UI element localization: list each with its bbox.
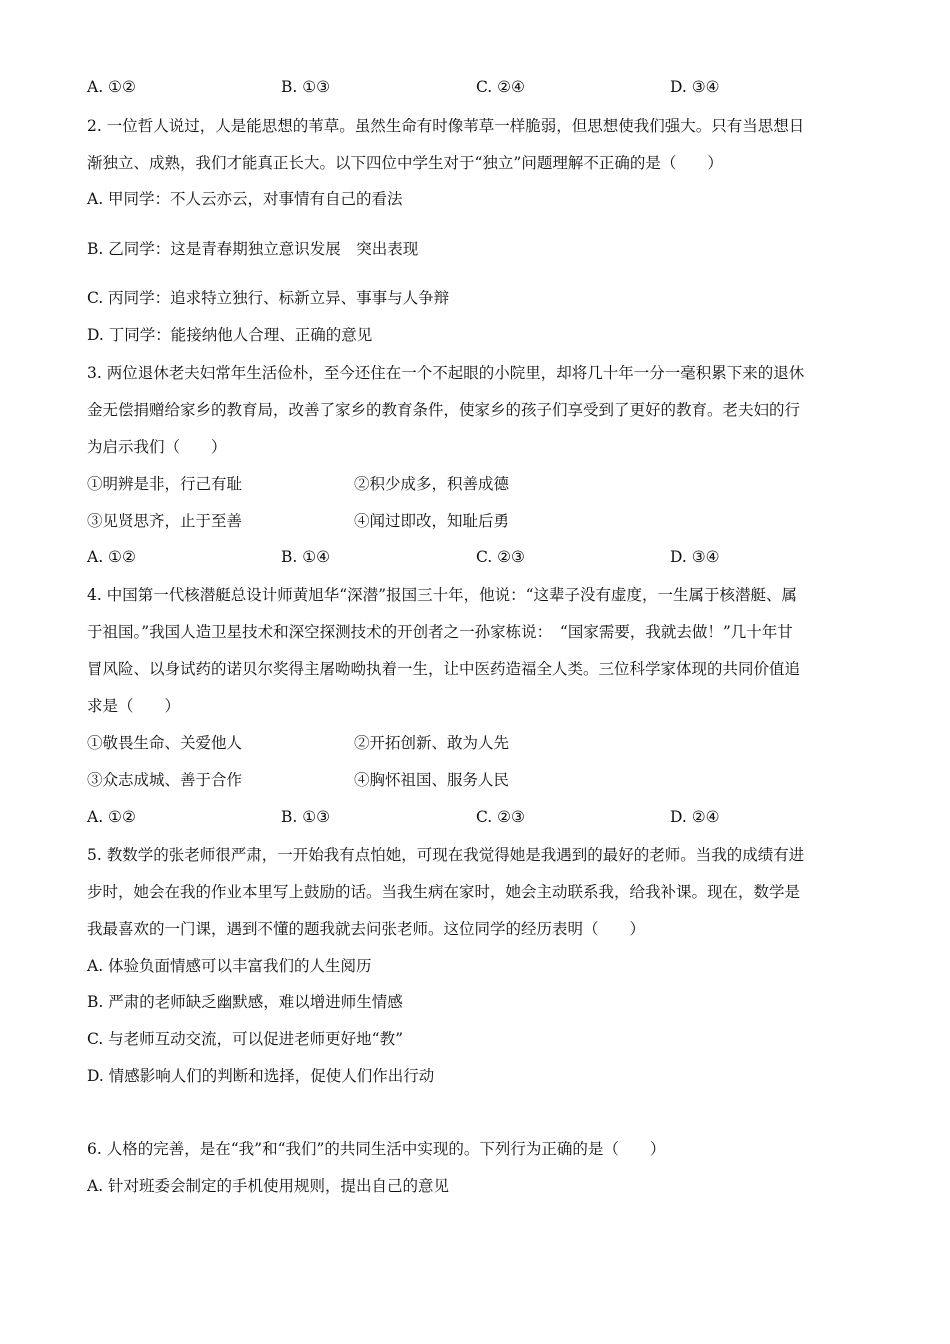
q2-stem-line-1: 2. 一位哲人说过，人是能思想的苇草。虽然生命有时像苇草一样脆弱，但思想使我们强大。只有当思想日: [87, 117, 805, 135]
q4-statement-3: ③众志成城、善于合作: [87, 771, 243, 789]
q4-statements-row-1: [87, 732, 867, 754]
q2-option-a: A. 甲同学：不人云亦云，对事情有自己的看法: [87, 190, 403, 208]
q4-stem-line-1: 4. 中国第一代核潜艇总设计师黄旭华“深潜”报国三十年，他说：“这辈子没有虚度，一生属于核潜艇、属: [87, 586, 797, 604]
q2-option-b: B. 乙同学：这是青春期独立意识发展 突出表现: [87, 240, 419, 258]
q3-stem-line-1: 3. 两位退休老夫妇常年生活俭朴，至今还住在一个不起眼的小院里，却将几十年一分一毫积累下来的退休: [87, 364, 805, 382]
q2-option-c: C. 丙同学：追求特立独行、标新立异、事事与人争辩: [87, 289, 450, 307]
q3-statement-2: ②积少成多，积善成德: [354, 475, 510, 493]
q3-statements-row-2: [87, 510, 867, 532]
q5-stem-line-2: 步时，她会在我的作业本里写上鼓励的话。当我生病在家时，她会主动联系我，给我补课。现在，数学是: [87, 883, 801, 901]
q3-option-c: C. ②③: [476, 548, 525, 566]
q4-option-d: D. ②④: [670, 808, 720, 826]
q4-option-a: A. ①②: [87, 808, 136, 826]
q1-option-d: D. ③④: [670, 78, 720, 96]
q5-option-c: C. 与老师互动交流，可以促进老师更好地“教”: [87, 1030, 404, 1048]
q3-statement-3: ③见贤思齐，止于至善: [87, 512, 243, 530]
q3-options: [87, 546, 867, 568]
q5-stem-line-3: 我最喜欢的一门课，遇到不懂的题我就去问张老师。这位同学的经历表明（ ）: [87, 920, 646, 938]
q5-option-d: D. 情感影响人们的判断和选择，促使人们作出行动: [87, 1067, 435, 1085]
q3-statement-1: ①明辨是非，行己有耻: [87, 475, 243, 493]
q4-stem-line-4: 求是（ ）: [87, 697, 181, 715]
q6-stem-line-1: 6. 人格的完善，是在“我”和“我们”的共同生活中实现的。下列行为正确的是（ ）: [87, 1140, 666, 1158]
q2-option-d: D. 丁同学：能接纳他人合理、正确的意见: [87, 326, 373, 344]
q3-option-d: D. ③④: [670, 548, 720, 566]
q1-option-a: A. ①②: [87, 78, 136, 96]
q3-option-a: A. ①②: [87, 548, 136, 566]
q5-stem-line-1: 5. 教数学的张老师很严肃，一开始我有点怕她，可现在我觉得她是我遇到的最好的老师。当我的成绩有进: [87, 846, 805, 864]
q5-option-b: B. 严肃的老师缺乏幽默感，难以增进师生情感: [87, 993, 403, 1011]
q2-stem-line-2: 渐独立、成熟，我们才能真正长大。以下四位中学生对于“独立”问题理解不正确的是（ ）: [87, 154, 723, 172]
q3-statement-4: ④闻过即改，知耻后勇: [354, 512, 510, 530]
q4-stem-line-3: 冒风险、以身试药的诺贝尔奖得主屠呦呦执着一生，让中医药造福全人类。三位科学家体现的共同价值追: [87, 660, 801, 678]
q4-stem-line-2: 于祖国。”我国人造卫星技术和深空探测技术的开创者之一孙家栋说： “国家需要，我就去做！”几十年甘: [87, 623, 793, 641]
q4-options: [87, 806, 867, 828]
q4-option-b: B. ①③: [281, 808, 331, 826]
q1-option-b: B. ①③: [281, 78, 331, 96]
q4-statements-row-2: [87, 769, 867, 791]
q6-option-a: A. 针对班委会制定的手机使用规则，提出自己的意见: [87, 1177, 450, 1195]
q3-statements-row-1: [87, 473, 867, 495]
q5-option-a: A. 体验负面情感可以丰富我们的人生阅历: [87, 957, 372, 975]
q3-option-b: B. ①④: [281, 548, 331, 566]
q4-statement-4: ④胸怀祖国、服务人民: [354, 771, 510, 789]
q4-statement-2: ②开拓创新、敢为人先: [354, 734, 510, 752]
q1-options: [87, 76, 867, 98]
q3-stem-line-3: 为启示我们（ ）: [87, 438, 227, 456]
q4-statement-1: ①敬畏生命、关爱他人: [87, 734, 243, 752]
q1-option-c: C. ②④: [476, 78, 525, 96]
q4-option-c: C. ②③: [476, 808, 525, 826]
q3-stem-line-2: 金无偿捐赠给家乡的教育局，改善了家乡的教育条件，使家乡的孩子们享受到了更好的教育。老夫妇的行: [87, 401, 801, 419]
